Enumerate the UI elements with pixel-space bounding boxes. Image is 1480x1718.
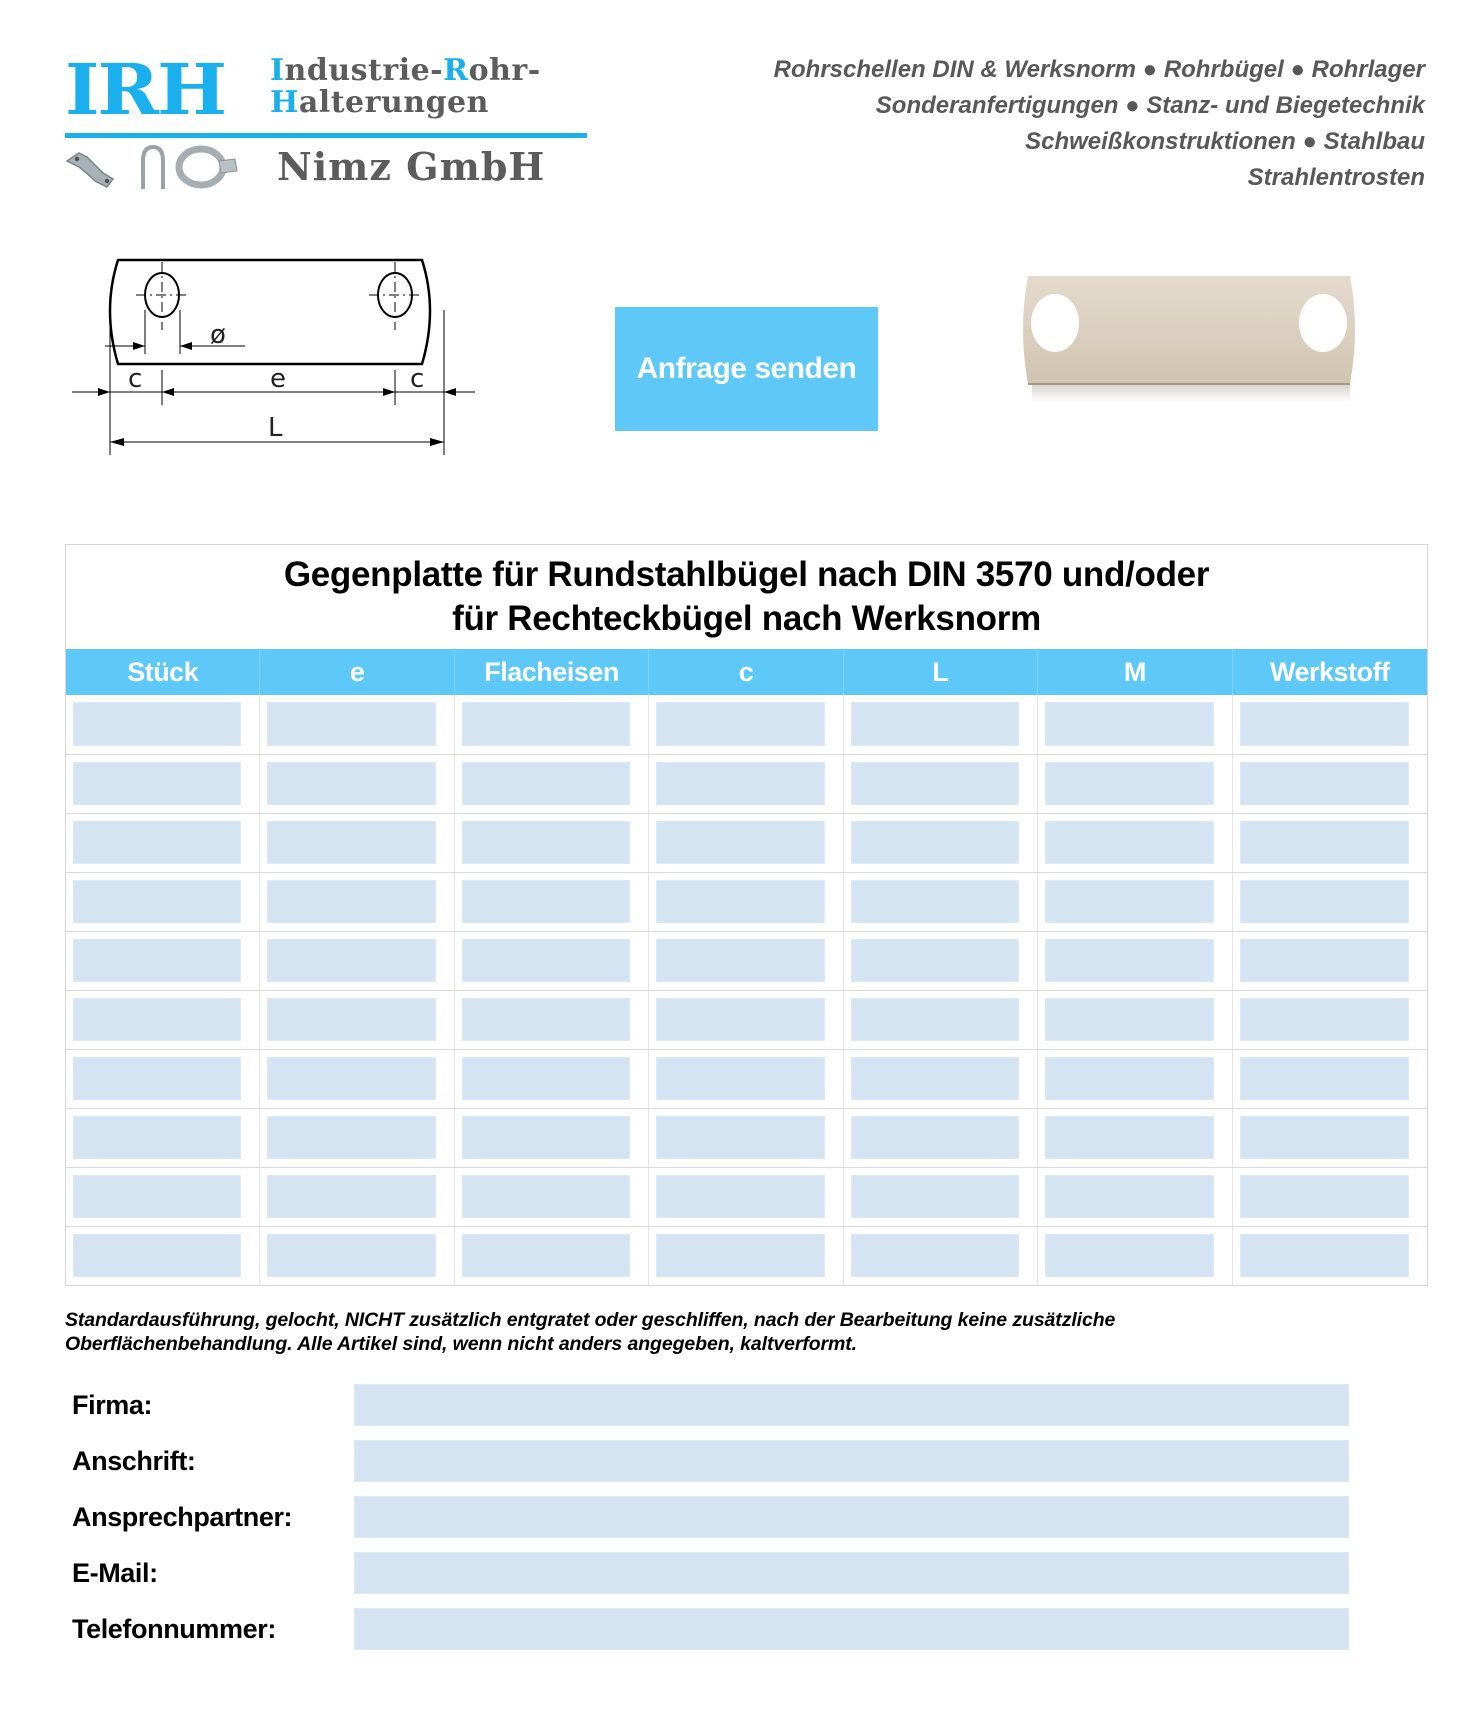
contact-row-telefon: [72, 1608, 1352, 1650]
input-stck-row-4[interactable]: [73, 880, 241, 923]
input-c-row-7[interactable]: [656, 1057, 824, 1100]
table-cell: [1038, 695, 1232, 754]
input-e-row-8[interactable]: [267, 1116, 435, 1159]
table-cell: [455, 755, 649, 813]
table-header: [66, 649, 1427, 695]
table-cell: [649, 991, 843, 1049]
input-m-row-8[interactable]: [1045, 1116, 1213, 1159]
input-c-row-9[interactable]: [656, 1175, 824, 1218]
input-werkstoff-row-3[interactable]: [1240, 821, 1409, 864]
table-cell: [1038, 1050, 1232, 1108]
technical-drawing: [70, 250, 490, 475]
input-werkstoff-row-10[interactable]: [1240, 1234, 1409, 1277]
input-werkstoff-row-8[interactable]: [1240, 1116, 1409, 1159]
input-stck-row-6[interactable]: [73, 998, 241, 1041]
input-stck-row-5[interactable]: [73, 939, 241, 982]
input-flacheisen-row-6[interactable]: [462, 998, 630, 1041]
pipe-clamp-icon: [67, 153, 113, 187]
ansprechpartner-field[interactable]: [354, 1496, 1349, 1538]
input-l-row-8[interactable]: [851, 1116, 1019, 1159]
column-header-e: e: [260, 649, 454, 695]
input-m-row-9[interactable]: [1045, 1175, 1213, 1218]
table-cell: [260, 932, 454, 990]
table-cell: [66, 873, 260, 931]
pipe-ring-clamp-icon: [179, 149, 237, 185]
input-stck-row-3[interactable]: [73, 821, 241, 864]
table-cell: [260, 1227, 454, 1285]
table-cell: [1233, 1227, 1427, 1285]
logo-divider: [65, 133, 587, 138]
input-flacheisen-row-5[interactable]: [462, 939, 630, 982]
table-row: [66, 754, 1427, 813]
table-cell: [66, 695, 260, 754]
input-werkstoff-row-9[interactable]: [1240, 1175, 1409, 1218]
table-cell: [66, 755, 260, 813]
logo-acronym: IRH: [65, 49, 226, 131]
anschrift-label: Anschrift:: [72, 1446, 196, 1476]
input-stck-row-1[interactable]: [73, 702, 241, 746]
table-cell: [844, 932, 1038, 990]
table-cell: [455, 873, 649, 931]
input-m-row-2[interactable]: [1045, 762, 1213, 805]
table-cell: [844, 991, 1038, 1049]
contact-row-anschrift: [72, 1440, 1352, 1482]
table-cell: [455, 1109, 649, 1167]
c-right-label: c: [410, 364, 425, 394]
input-l-row-10[interactable]: [851, 1234, 1019, 1277]
table-cell: [649, 932, 843, 990]
table-row: [66, 872, 1427, 931]
table-cell: [260, 873, 454, 931]
contact-row-email: [72, 1552, 1352, 1594]
contact-row-firma: [72, 1384, 1352, 1426]
table-cell: [455, 1168, 649, 1226]
table-cell: [649, 873, 843, 931]
input-e-row-3[interactable]: [267, 821, 435, 864]
input-c-row-1[interactable]: [656, 702, 824, 746]
table-cell: [649, 1227, 843, 1285]
input-c-row-5[interactable]: [656, 939, 824, 982]
table-cell: [66, 814, 260, 872]
input-c-row-6[interactable]: [656, 998, 824, 1041]
table-cell: [1038, 932, 1232, 990]
table-cell: [260, 1050, 454, 1108]
input-e-row-2[interactable]: [267, 762, 435, 805]
table-cell: [1038, 1227, 1232, 1285]
table-cell: [649, 1168, 843, 1226]
input-stck-row-7[interactable]: [73, 1057, 241, 1100]
input-m-row-10[interactable]: [1045, 1234, 1213, 1277]
input-stck-row-8[interactable]: [73, 1116, 241, 1159]
input-e-row-9[interactable]: [267, 1175, 435, 1218]
telefon-field[interactable]: [354, 1608, 1349, 1650]
table-cell: [66, 1227, 260, 1285]
table-cell: [260, 1109, 454, 1167]
table-cell: [649, 1050, 843, 1108]
column-header-L: L: [844, 649, 1038, 695]
table-cell: [844, 1168, 1038, 1226]
table-cell: [66, 1168, 260, 1226]
tagline-line: Sonderanfertigungen ● Stanz- und Biegetechnik: [875, 92, 1425, 119]
input-l-row-6[interactable]: [851, 998, 1019, 1041]
input-l-row-4[interactable]: [851, 880, 1019, 923]
table-cell: [844, 1109, 1038, 1167]
input-werkstoff-row-7[interactable]: [1240, 1057, 1409, 1100]
input-m-row-1[interactable]: [1045, 702, 1213, 746]
input-stck-row-9[interactable]: [73, 1175, 241, 1218]
input-c-row-4[interactable]: [656, 880, 824, 923]
table-cell: [1233, 1109, 1427, 1167]
input-l-row-2[interactable]: [851, 762, 1019, 805]
input-e-row-5[interactable]: [267, 939, 435, 982]
input-m-row-4[interactable]: [1045, 880, 1213, 923]
table-cell: [66, 1109, 260, 1167]
product-note: Standardausführung, gelocht, NICHT zusätzlich entgratet oder geschliffen, nach der Bearbeitung keine zusätzliche Oberflächenbehandlung. Alle Artikel sind, wenn nicht anders angegeben, kaltverformt.: [65, 1309, 1116, 1355]
input-flacheisen-row-7[interactable]: [462, 1057, 630, 1100]
input-flacheisen-row-2[interactable]: [462, 762, 630, 805]
table-row: [66, 1167, 1427, 1226]
firma-field[interactable]: [354, 1384, 1349, 1426]
e-label: e: [270, 364, 286, 394]
input-l-row-1[interactable]: [851, 702, 1019, 746]
table-cell: [649, 755, 843, 813]
input-c-row-10[interactable]: [656, 1234, 824, 1277]
input-flacheisen-row-9[interactable]: [462, 1175, 630, 1218]
column-header-werkstoff: Werkstoff: [1270, 656, 1390, 687]
diameter-label: ø: [210, 320, 226, 350]
tagline-line: Strahlentrosten: [1247, 164, 1425, 191]
table-cell: [455, 1227, 649, 1285]
contact-row-ansprechpartner: [72, 1496, 1352, 1538]
input-flacheisen-row-3[interactable]: [462, 821, 630, 864]
input-flacheisen-row-4[interactable]: [462, 880, 630, 923]
table-row: [66, 931, 1427, 990]
table-cell: [1233, 695, 1427, 754]
table-cell: [844, 695, 1038, 754]
send-request-button[interactable]: Anfrage senden: [615, 307, 878, 431]
input-m-row-5[interactable]: [1045, 939, 1213, 982]
input-e-row-4[interactable]: [267, 880, 435, 923]
table-cell: [1038, 873, 1232, 931]
input-stck-row-2[interactable]: [73, 762, 241, 805]
table-cell: [844, 1050, 1038, 1108]
table-cell: [1233, 932, 1427, 990]
input-werkstoff-row-2[interactable]: [1240, 762, 1409, 805]
table-row: [66, 695, 1427, 754]
logo-line-2: Halterungen: [270, 85, 489, 120]
table-cell: [66, 932, 260, 990]
input-m-row-6[interactable]: [1045, 998, 1213, 1041]
input-werkstoff-row-5[interactable]: [1240, 939, 1409, 982]
table-title: Gegenplatte für Rundstahlbügel nach DIN 3570 und/oder für Rechteckbügel nach Werksnorm: [283, 555, 1210, 638]
input-m-row-7[interactable]: [1045, 1057, 1213, 1100]
table-cell: [260, 1168, 454, 1226]
table-cell: [1038, 755, 1232, 813]
telefon-label: Telefonnummer:: [72, 1614, 276, 1644]
table-row: [66, 813, 1427, 872]
table-cell: [1233, 1168, 1427, 1226]
table-cell: [844, 873, 1038, 931]
input-stck-row-10[interactable]: [73, 1234, 241, 1277]
tagline-line: Schweißkonstruktionen ● Stahlbau: [1025, 128, 1425, 155]
L-label: L: [268, 413, 283, 443]
column-header-flacheisen: Flacheisen: [455, 649, 649, 695]
firma-label: Firma:: [72, 1390, 153, 1420]
table-cell: [1233, 755, 1427, 813]
table-cell: [66, 991, 260, 1049]
company-logo: [65, 49, 590, 195]
table-cell: [66, 1050, 260, 1108]
input-c-row-2[interactable]: [656, 762, 824, 805]
table-cell: [1038, 1109, 1232, 1167]
table-row: [66, 1049, 1427, 1108]
anschrift-field[interactable]: [354, 1440, 1349, 1482]
input-c-row-8[interactable]: [656, 1116, 824, 1159]
table-cell: [649, 695, 843, 754]
logo-product-icons: [65, 143, 250, 193]
column-header-c: c: [649, 649, 843, 695]
service-tagline: [774, 52, 1425, 196]
table-cell: [844, 755, 1038, 813]
table-cell: [649, 1109, 843, 1167]
table-body: [66, 695, 1427, 1285]
table-cell: [260, 814, 454, 872]
input-e-row-1[interactable]: [267, 702, 435, 746]
table-cell: [844, 814, 1038, 872]
table-cell: [844, 1227, 1038, 1285]
tagline-line: Rohrschellen DIN & Werksnorm ● Rohrbügel ● Rohrlager: [773, 56, 1425, 83]
table-cell: [1038, 991, 1232, 1049]
input-flacheisen-row-1[interactable]: [462, 702, 630, 746]
input-flacheisen-row-8[interactable]: [462, 1116, 630, 1159]
input-l-row-7[interactable]: [851, 1057, 1019, 1100]
table-cell: [260, 755, 454, 813]
input-flacheisen-row-10[interactable]: [462, 1234, 630, 1277]
table-cell: [455, 814, 649, 872]
input-werkstoff-row-4[interactable]: [1240, 880, 1409, 923]
column-header-M: M: [1038, 649, 1232, 695]
ansprechpartner-label: Ansprechpartner:: [72, 1502, 293, 1532]
input-werkstoff-row-6[interactable]: [1240, 998, 1409, 1041]
table-cell: [1233, 991, 1427, 1049]
input-e-row-6[interactable]: [267, 998, 435, 1041]
input-e-row-7[interactable]: [267, 1057, 435, 1100]
table-row: [66, 1108, 1427, 1167]
product-photo-counter-plate: [1010, 268, 1370, 418]
table-row: [66, 990, 1427, 1049]
table-cell: [455, 1050, 649, 1108]
order-table: [65, 544, 1428, 1286]
input-c-row-3[interactable]: [656, 821, 824, 864]
input-l-row-3[interactable]: [851, 821, 1019, 864]
table-cell: [1038, 1168, 1232, 1226]
input-werkstoff-row-1[interactable]: [1240, 702, 1409, 746]
input-e-row-10[interactable]: [267, 1234, 435, 1277]
c-left-label: c: [128, 364, 143, 394]
table-cell: [455, 695, 649, 754]
table-cell: [455, 932, 649, 990]
u-bolt-icon: [143, 147, 163, 189]
email-label: E-Mail:: [72, 1558, 158, 1588]
table-cell: [260, 991, 454, 1049]
table-cell: [1233, 1050, 1427, 1108]
table-cell: [1233, 873, 1427, 931]
email-field[interactable]: [354, 1552, 1349, 1594]
input-m-row-3[interactable]: [1045, 821, 1213, 864]
logo-company-name: Nimz GmbH: [277, 144, 546, 189]
logo-line-1: Industrie-Rohr-: [270, 53, 541, 88]
table-cell: [260, 695, 454, 754]
input-l-row-9[interactable]: [851, 1175, 1019, 1218]
column-header-stueck: Stück: [66, 649, 260, 695]
table-cell: [1233, 814, 1427, 872]
input-l-row-5[interactable]: [851, 939, 1019, 982]
table-cell: [649, 814, 843, 872]
table-row: [66, 1226, 1427, 1285]
table-cell: [455, 991, 649, 1049]
table-cell: [1038, 814, 1232, 872]
